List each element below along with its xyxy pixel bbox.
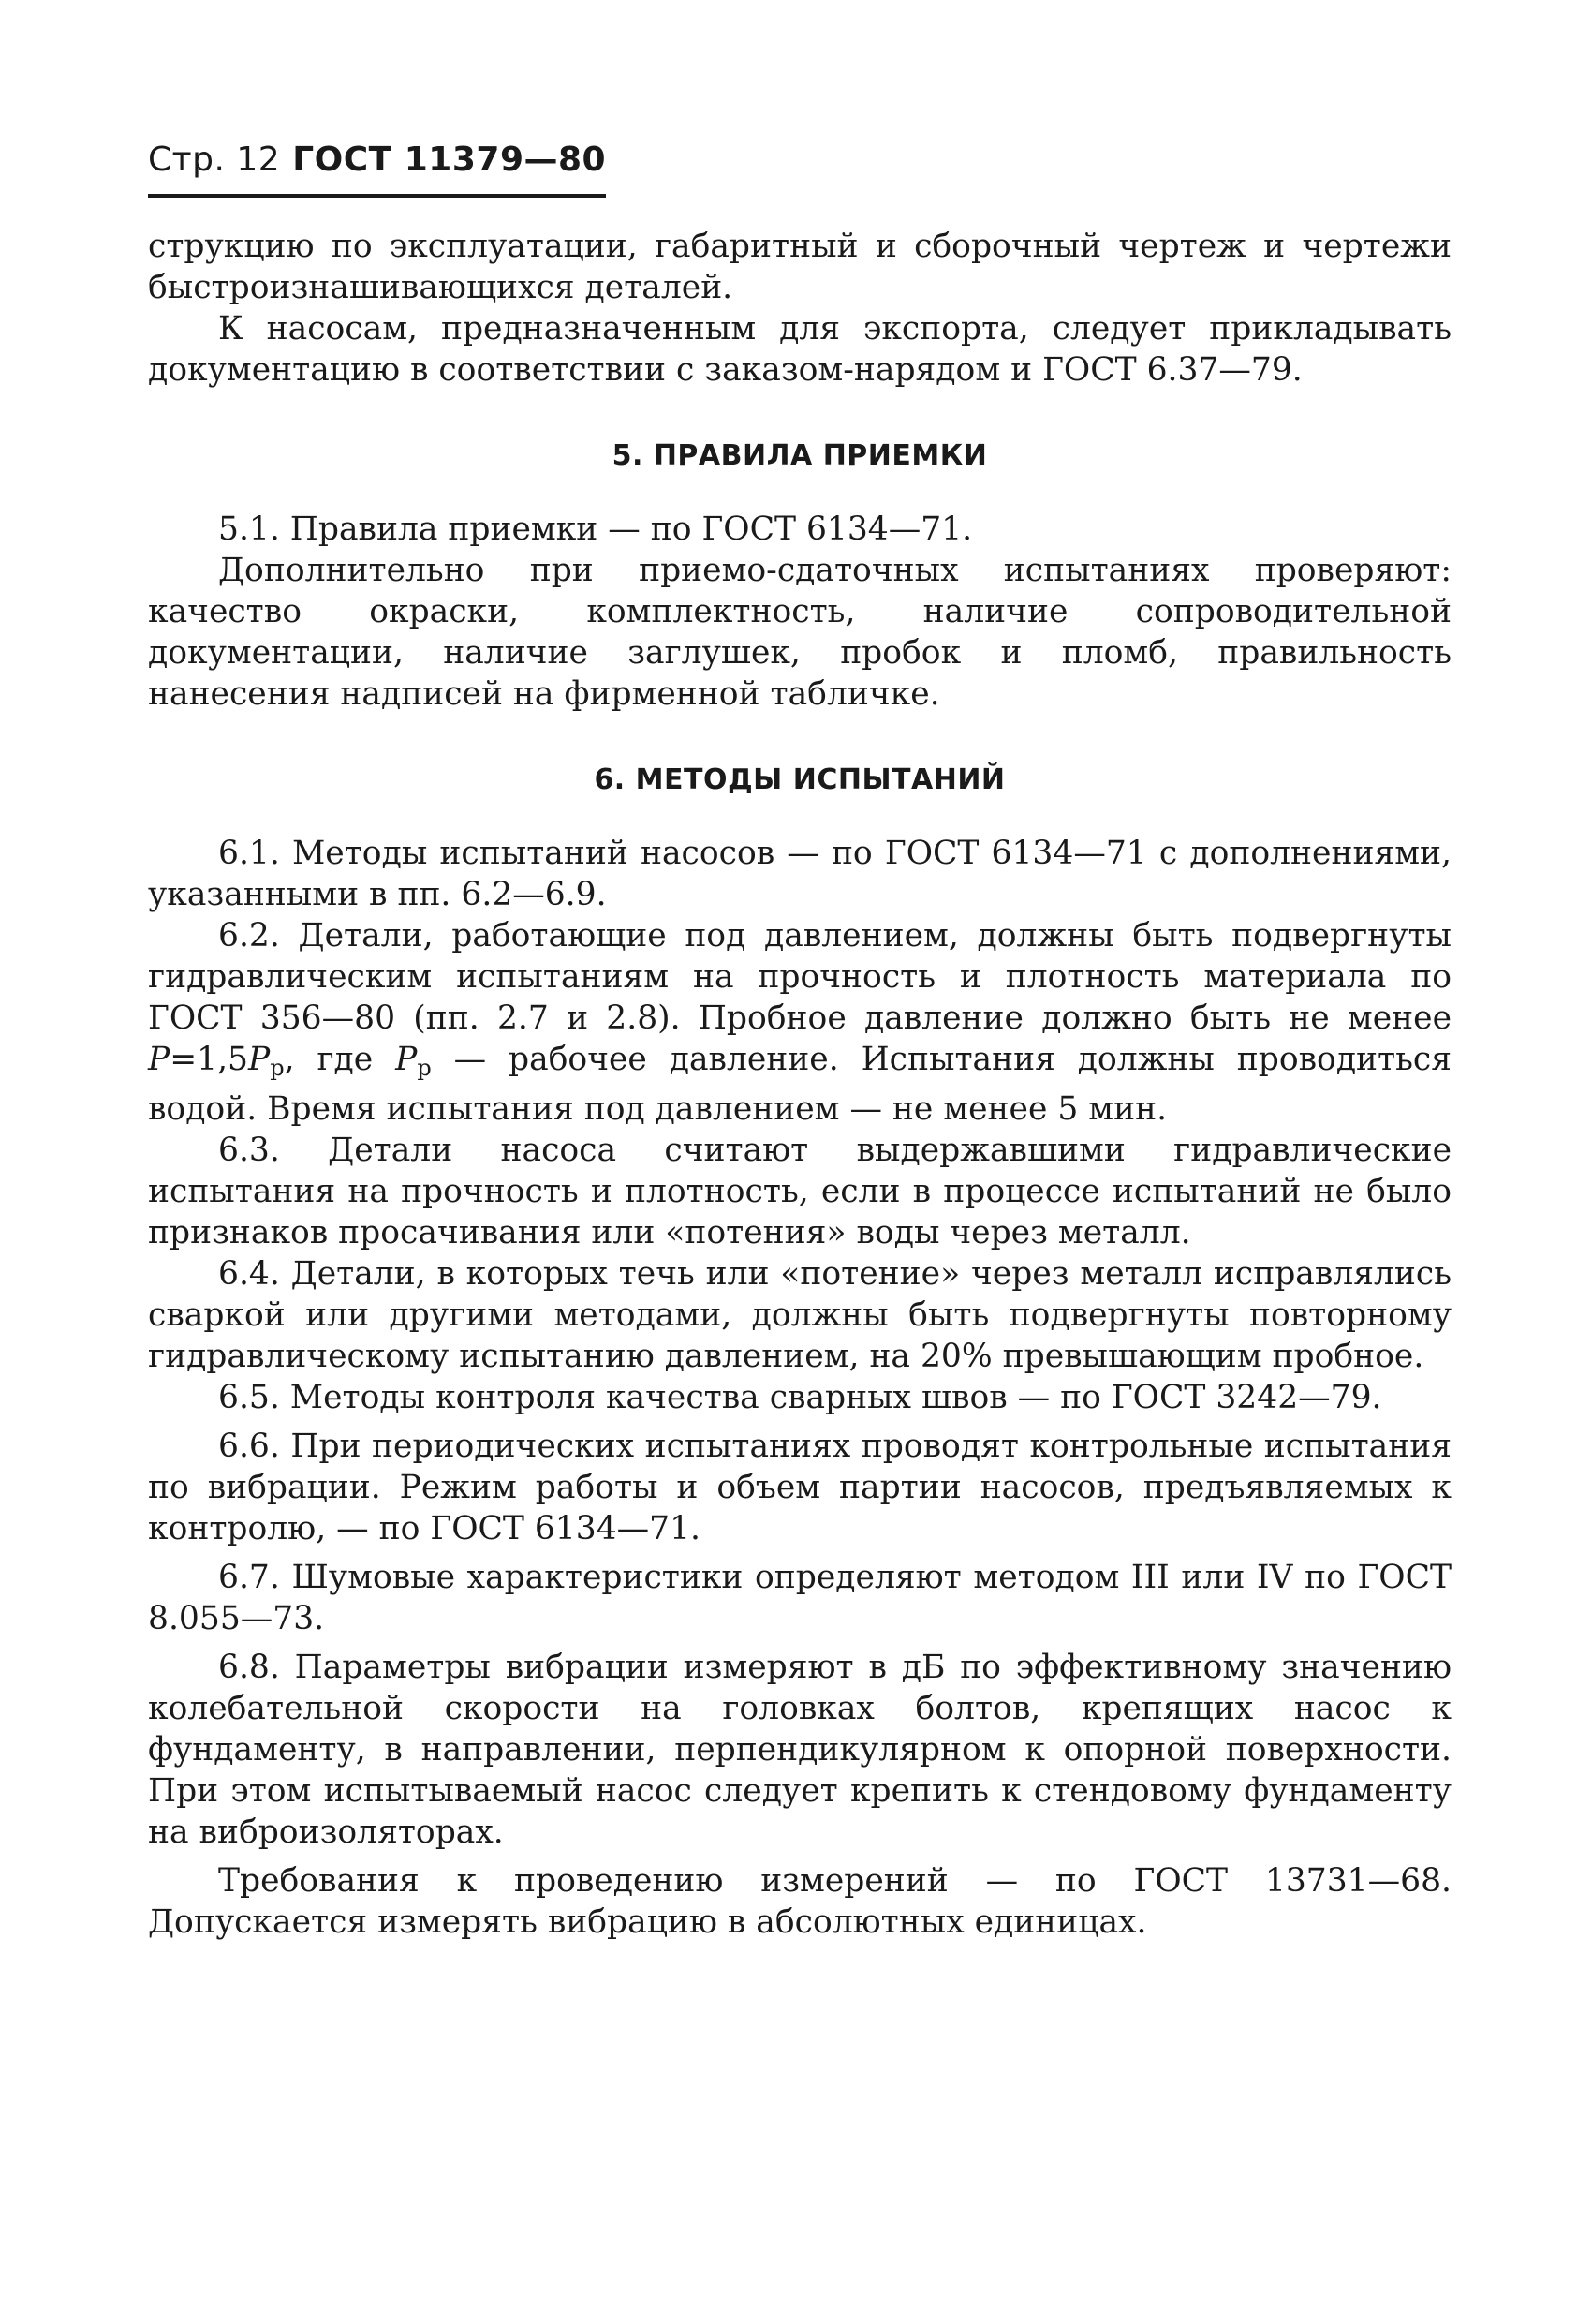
page-number: Стр. 12 <box>148 141 281 179</box>
section-6-title: 6. МЕТОДЫ ИСПЫТАНИЙ <box>594 763 1006 796</box>
standard-number: ГОСТ 11379—80 <box>292 141 607 179</box>
pressure-subscript: р <box>270 1055 285 1081</box>
pressure-symbol-3: P <box>395 1041 418 1078</box>
clause-6-1: 6.1. Методы испытаний насосов — по ГОСТ 6134—71 с дополнениями, указанными в пп. 6.2—6.9. <box>148 835 1452 913</box>
clause-6-2-text-b: — рабочее давление. Испытания должны проводиться водой. Время испытания под давлением — не менее 5 мин. <box>148 1041 1452 1128</box>
clause-6-7: 6.7. Шумовые характеристики определяют методом III или IV по ГОСТ 8.055—73. <box>148 1559 1452 1637</box>
clause-6-2-where: , где <box>284 1041 396 1078</box>
clause-6-5: 6.5. Методы контроля качества сварных швов — по ГОСТ 3242—79. <box>218 1379 1382 1416</box>
clause-5-1: 5.1. Правила приемки — по ГОСТ 6134—71. <box>218 511 973 548</box>
intro-paragraph-1: струкцию по эксплуатации, габаритный и сборочный чертеж и чертежи быстроизнашивающихся деталей. <box>148 228 1452 306</box>
page-header <box>148 141 606 198</box>
pressure-symbol-2: P <box>248 1041 271 1078</box>
section-5-title: 5. ПРАВИЛА ПРИЕМКИ <box>612 439 988 472</box>
clause-6-3: 6.3. Детали насоса считают выдержавшими гидравлические испытания на прочность и плотность, если в процессе испытаний не было признаков просачивания или «потения» воды через металл. <box>148 1132 1452 1251</box>
document-body <box>148 226 1452 1943</box>
clause-6-8: 6.8. Параметры вибрации измеряют в дБ по эффективному значению колебательной скорости на головках болтов, крепящих насос к фундаменту, в направлении, перпендикулярном к опорной поверхности. При этом испытываемый насос следует крепить к стендовому фундаменту на виброизоляторах. <box>148 1649 1452 1851</box>
intro-paragraph-2: К насосам, предназначенным для экспорта, следует прикладывать документацию в соответствии с заказом-нарядом и ГОСТ 6.37—79. <box>148 310 1452 389</box>
document-page <box>148 141 1452 1943</box>
clause-6-8-requirements: Требования к проведению измерений — по ГОСТ 13731—68. Допускается измерять вибрацию в абсолютных единицах. <box>148 1862 1452 1941</box>
clause-6-2-text-a: 6.2. Детали, работающие под давлением, должны быть подвергнуты гидравлическим испытаниям на прочность и плотность материала по ГОСТ 356—80 (пп. 2.7 и 2.8). Пробное давление должно быть не менее <box>148 917 1452 1037</box>
clause-5-1-additional: Дополнительно при приемо-сдаточных испытаниях проверяют: качество окраски, комплектность, наличие сопроводительной документации, наличие заглушек, пробок и пломб, правильность нанесения надписей на фирменной табличке. <box>148 552 1452 713</box>
pressure-symbol: P <box>148 1041 170 1078</box>
clause-6-4: 6.4. Детали, в которых течь или «потение» через металл исправлялись сваркой или другими методами, должны быть подвергнуты повторному гидравлическому испытанию давлением, на 20% превышающим пробное. <box>148 1255 1452 1375</box>
clause-6-6: 6.6. При периодических испытаниях проводят контрольные испытания по вибрации. Режим работы и объем партии насосов, предъявляемых к контролю, — по ГОСТ 6134—71. <box>148 1428 1452 1547</box>
pressure-subscript-2: р <box>417 1055 432 1081</box>
pressure-equation: =1,5 <box>170 1041 248 1078</box>
clause-6-2 <box>148 915 1452 1130</box>
